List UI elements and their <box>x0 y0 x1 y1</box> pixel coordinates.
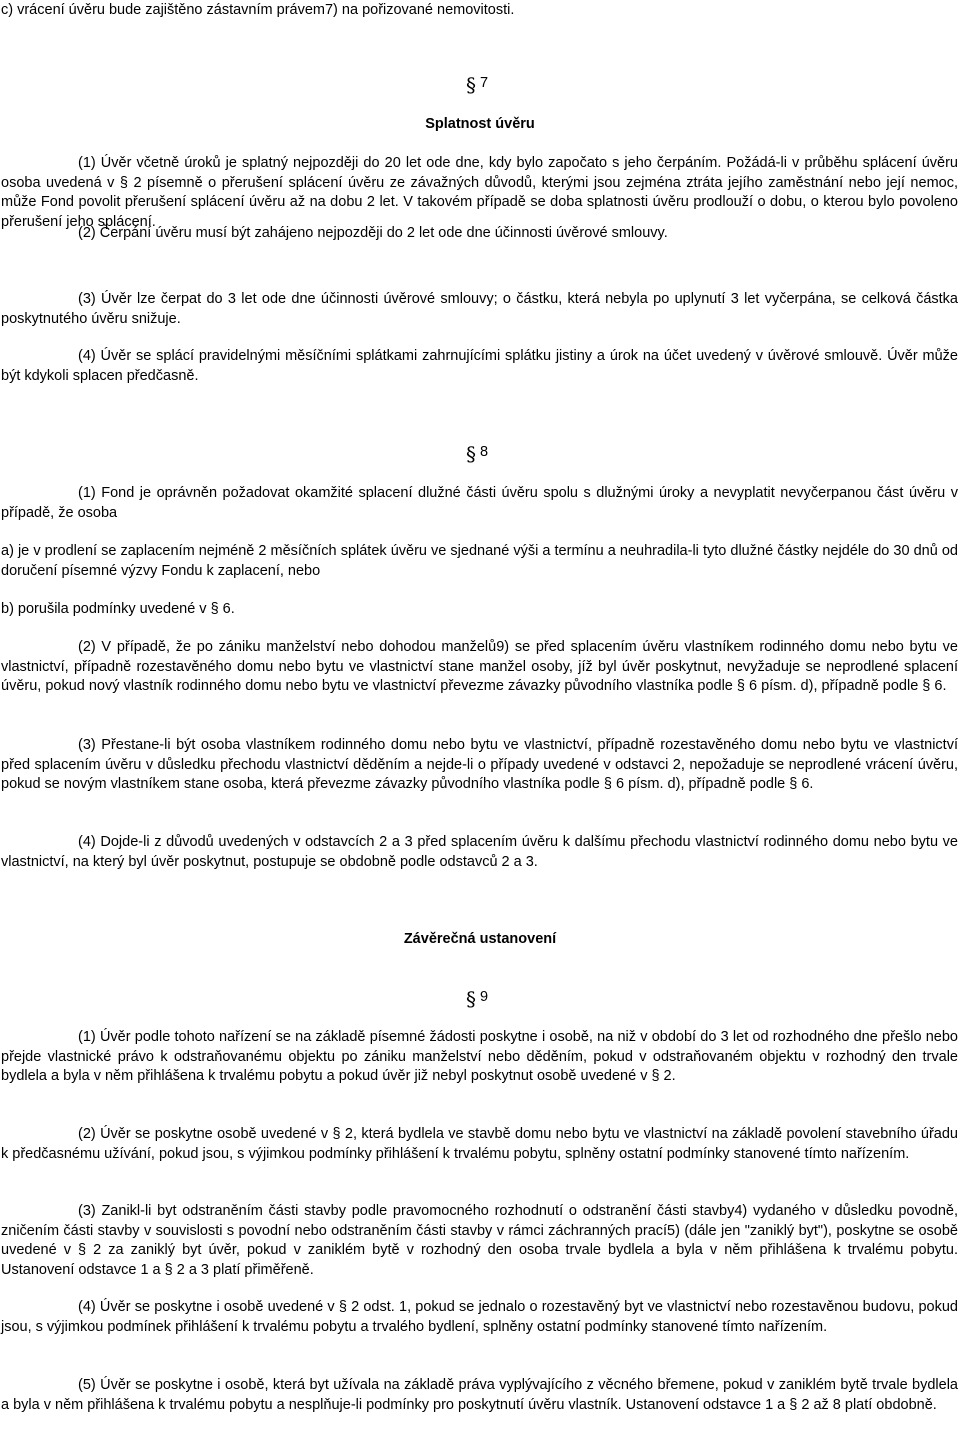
section-7-p3-block <box>1 290 958 329</box>
section-7-paragraph-2: (2) Čerpání úvěru musí být zahájeno nejpozději do 2 let ode dne účinnosti úvěrové smlouvy. <box>78 225 668 241</box>
section-number: 9 <box>480 989 489 1005</box>
section-8-item-a: a) je v prodlení se zaplacením nejméně 2 měsíčních splátek úvěru ve sjednané výši a termínu a neuhradila-li tyto dlužné částky nejdéle do 30 dnů od doručení písemné výzvy Fondu k zaplacení, nebo <box>1 543 958 579</box>
section-8-paragraph-1: (1) Fond je oprávněn požadovat okamžité splacení dlužné části úvěru spolu s dlužnými úroky a nevyplatit nevyčerpanou část úvěru v případě, že osoba <box>1 485 958 521</box>
section-7-p4-block <box>1 347 958 386</box>
section-9-paragraph-3: (3) Zanikl-li byt odstraněním části stavby podle pravomocného rozhodnutí o odstranění části stavby4) vydaného v důsledku povodně, zničením části stavby v souvislosti s povodní nebo odstraněním části stavby v rámci záchranných prací5) (dále jen "zaniklý byt"), poskytne se osobě uvedené v § 2 za zaniklý byt úvěr, pokud v zaniklém bytě v rozhodný den osoba trvale bydlela a byla v něm přihlášena k trvalému pobytu. Ustanovení odstavce 1 a § 2 a 3 platí přiměřeně. <box>1 1203 958 1278</box>
section-7-paragraph-1: (1) Úvěr včetně úroků je splatný nejpozději do 20 let ode dne, kdy bylo započato s jeho čerpáním. Požádá-li v průběhu splácení úvěru osoba uvedená v § 2 písemně o přerušení splácení úvěru ze závažných důvodů, kterými jsou zejména ztráta jejího zaměstnání nebo její nemoc, může Fond povolit přerušení splácení úvěru až na dobu 2 let. V takovém případě se doba splatnosti úvěru prodlouží o dobu, o kterou bylo povoleno přerušení jeho splácení. <box>1 155 958 230</box>
section-8-paragraph-3: (3) Přestane-li být osoba vlastníkem rodinného domu nebo bytu ve vlastnictví, případně rozestavěného domu nebo bytu ve vlastnictví před splacením úvěru v důsledku přechodu vlastnictví děděním a nejde-li o případy uvedené v odstavci 2, nepožaduje se neprodlené vrácení úvěru, pokud se novým vlastníkem stane osoba, která převezme závazky původního vlastníka podle § 6 písm. d), případně podle § 6. <box>1 737 958 792</box>
top-line-text: c) vrácení úvěru bude zajištěno zástavním právem7) na pořizované nemovitosti. <box>1 2 515 18</box>
section-9-paragraph-1: (1) Úvěr podle tohoto nařízení se na základě písemné žádosti poskytne i osobě, na niž v období do 3 let od rozhodného dne přešlo nebo přejde vlastnické právo k odstraňovanému objektu po zániku manželství nebo děděním, pokud v odstraňovaném objektu v rozhodný den trvale bydlela a byla v něm přihlášena k trvalému pobytu a pokud úvěr již nebyl poskytnut osobě uvedené v § 2. <box>1 1029 958 1084</box>
section-symbol: § <box>466 73 476 97</box>
section-8-pa-block <box>1 542 958 581</box>
section-8-p1-block <box>1 484 958 523</box>
section-8-item-b: b) porušila podmínky uvedené v § 6. <box>1 601 235 617</box>
section-9-p4-block <box>1 1298 958 1337</box>
section-9-paragraph-2: (2) Úvěr se poskytne osobě uvedené v § 2, která bydlela ve stavbě domu nebo bytu ve vlastnictví na základě povolení stavebního úřadu k předčasnému užívání, pokud jsou, s výjimkou podmínky přihlášení k trvalému pobytu, splněny ostatní podmínky stanovené tímto nařízením. <box>1 1126 958 1162</box>
section-8-p4-block <box>1 833 958 872</box>
section-7-p1-block <box>1 154 958 232</box>
section-9-p5-block <box>1 1376 958 1415</box>
final-provisions-heading: Závěrečná ustanovení <box>403 931 557 947</box>
section-7-title: Splatnost úvěru <box>425 116 535 132</box>
section-7-p2-block <box>1 224 958 244</box>
section-8-p3-block <box>1 736 958 795</box>
section-symbol: § <box>466 442 476 466</box>
section-8-p2-block <box>1 638 958 697</box>
section-8-pb-block <box>1 600 958 620</box>
section-number: 7 <box>480 75 489 91</box>
section-number: 8 <box>480 444 489 460</box>
section-9-p2-block <box>1 1125 958 1164</box>
section-symbol: § <box>466 987 476 1011</box>
section-7-paragraph-4: (4) Úvěr se splácí pravidelnými měsíčními splátkami zahrnujícími splátku jistiny a úrok na účet uvedený v úvěrové smlouvě. Úvěr může být kdykoli splacen předčasně. <box>1 348 958 384</box>
section-8-paragraph-2: (2) V případě, že po zániku manželství nebo dohodou manželů9) se před splacením úvěru vlastníkem rodinného domu nebo bytu ve vlastnictví, případně rozestavěného domu nebo bytu ve vlastnictví stane manžel osoby, jíž byl úvěr poskytnut, nevyžaduje se neprodlené splacení úvěru, pokud nový vlastník rodinného domu nebo bytu ve vlastnictví převezme závazky původního vlastníka podle § 6 písm. d), případně podle § 6. <box>1 639 958 694</box>
section-7-paragraph-3: (3) Úvěr lze čerpat do 3 let ode dne účinnosti úvěrové smlouvy; o částku, která nebyla po uplynutí 3 let vyčerpána, se celková částka poskytnutého úvěru snižuje. <box>1 291 958 327</box>
section-8-mark <box>440 443 530 465</box>
section-9-paragraph-5: (5) Úvěr se poskytne i osobě, která byt užívala na základě práva vyplývajícího z věcného břemene, pokud v zaniklém bytě trvale bydlela a byla v něm přihlášena k trvalému pobytu a nesplňuje-li podmínky pro poskytnutí úvěru vlastník. Ustanovení odstavce 1 a § 2 až 8 platí obdobně. <box>1 1377 958 1413</box>
section-7-mark <box>440 74 530 96</box>
section-9-mark <box>440 988 530 1010</box>
section-9-p3-block <box>1 1202 958 1280</box>
section-9-paragraph-4: (4) Úvěr se poskytne i osobě uvedené v § 2 odst. 1, pokud se jednalo o rozestavěný byt ve vlastnictví nebo rozestavěnou budovu, pokud jsou, s výjimkou podmínek přihlášení k trvalému pobytu a trvalého bydlení, splněny ostatní podmínky stanovené tímto nařízením. <box>1 1299 958 1335</box>
section-9-p1-block <box>1 1028 958 1087</box>
section-8-paragraph-4: (4) Dojde-li z důvodů uvedených v odstavcích 2 a 3 před splacením úvěru k dalšímu přechodu vlastnictví rodinného domu nebo bytu ve vlastnictví, na který byl úvěr poskytnut, postupuje se obdobně podle odstavců 2 a 3. <box>1 834 958 870</box>
